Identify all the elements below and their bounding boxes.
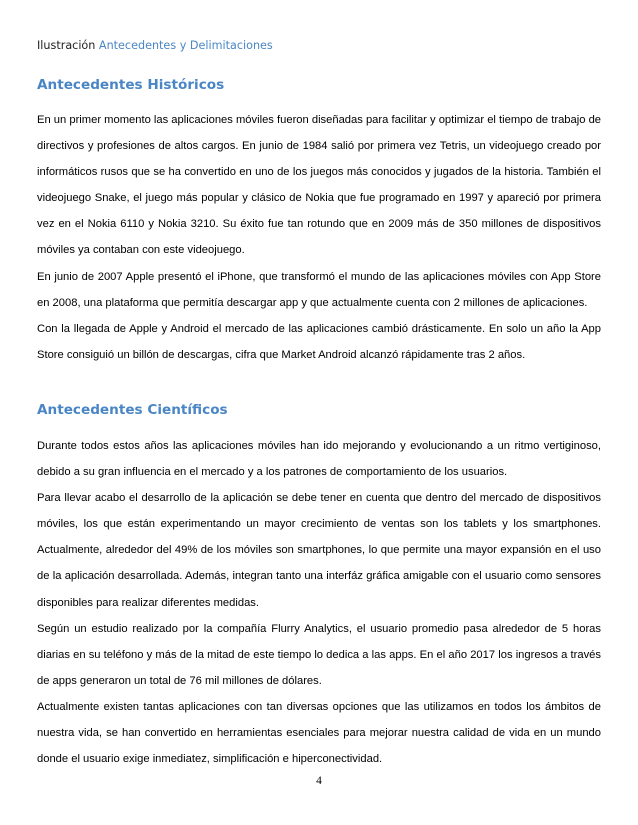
breadcrumb-prefix: Ilustración — [37, 39, 99, 52]
paragraph: Actualmente existen tantas aplicaciones con tan diversas opciones que las utilizamos en todos los ámbitos de nuestra vida, se han convertido en herramientas esenciales para mejorar nuestra calidad de vida en un mundo donde el usuario exige inmediatez, simplificación e hiperconectividad. — [37, 700, 601, 766]
paragraph: En un primer momento las aplicaciones móviles fueron diseñadas para facilitar y optimizar el tiempo de trabajo de directivos y profesiones de altos cargos. En junio de 1984 salió por primera vez Tetris, un videojuego creado por informáticos rusos que se ha convertido en uno de los juegos más conocidos y jugados de la historia. También el videojuego Snake, el juego más popular y clásico de Nokia que fue programado en 1997 y apareció por primera vez en el Nokia 6110 y Nokia 3210. Su éxito fue tan rotundo que en 2009 más de 350 millones de dispositivos móviles ya contaban con este videojuego. — [37, 114, 602, 257]
section-body-historicos — [37, 107, 601, 368]
paragraph: En junio de 2007 Apple presentó el iPhone, que transformó el mundo de las aplicaciones móviles con App Store en 2008, una plataforma que permitía descargar app y que actualmente cuenta con 2 millones de aplicaciones. — [37, 270, 601, 309]
document-page — [37, 0, 601, 825]
section-heading-historicos: Antecedentes Históricos — [37, 77, 225, 93]
section-body-cientificos — [37, 433, 601, 772]
section-heading-cientificos: Antecedentes Científicos — [37, 402, 228, 418]
page-number: 4 — [316, 775, 322, 787]
paragraph: Con la llegada de Apple y Android el mercado de las aplicaciones cambió drásticamente. En solo un año la App Store consiguió un billón de descargas, cifra que Market Android alcanzó rápidamente tras 2 años. — [37, 322, 601, 361]
paragraph: Durante todos estos años las aplicaciones móviles han ido mejorando y evolucionando a un ritmo vertiginoso, debido a su gran influencia en el mercado y a los patrones de comportamiento de los usuarios. — [37, 440, 601, 479]
breadcrumb — [37, 38, 273, 54]
breadcrumb-link[interactable]: Antecedentes y Delimitaciones — [98, 39, 273, 52]
paragraph: Para llevar acabo el desarrollo de la aplicación se debe tener en cuenta que dentro del mercado de dispositivos móviles, los que están experimentando un mayor crecimiento de ventas son los tablets y los smartphones. Actualmente, alrededor del 49% de los móviles son smartphones, lo que permite una mayor expansión en el uso de la aplicación desarrollada. Además, integran tanto una interfáz gráfica amigable con el usuario como sensores disponibles para realizar diferentes medidas. — [37, 492, 601, 609]
paragraph: Según un estudio realizado por la compañía Flurry Analytics, el usuario promedio pasa alrededor de 5 horas diarias en su teléfono y más de la mitad de este tiempo lo dedica a las apps. En el año 2017 los ingresos a través de apps generaron un total de 76 mil millones de dólares. — [37, 622, 601, 687]
